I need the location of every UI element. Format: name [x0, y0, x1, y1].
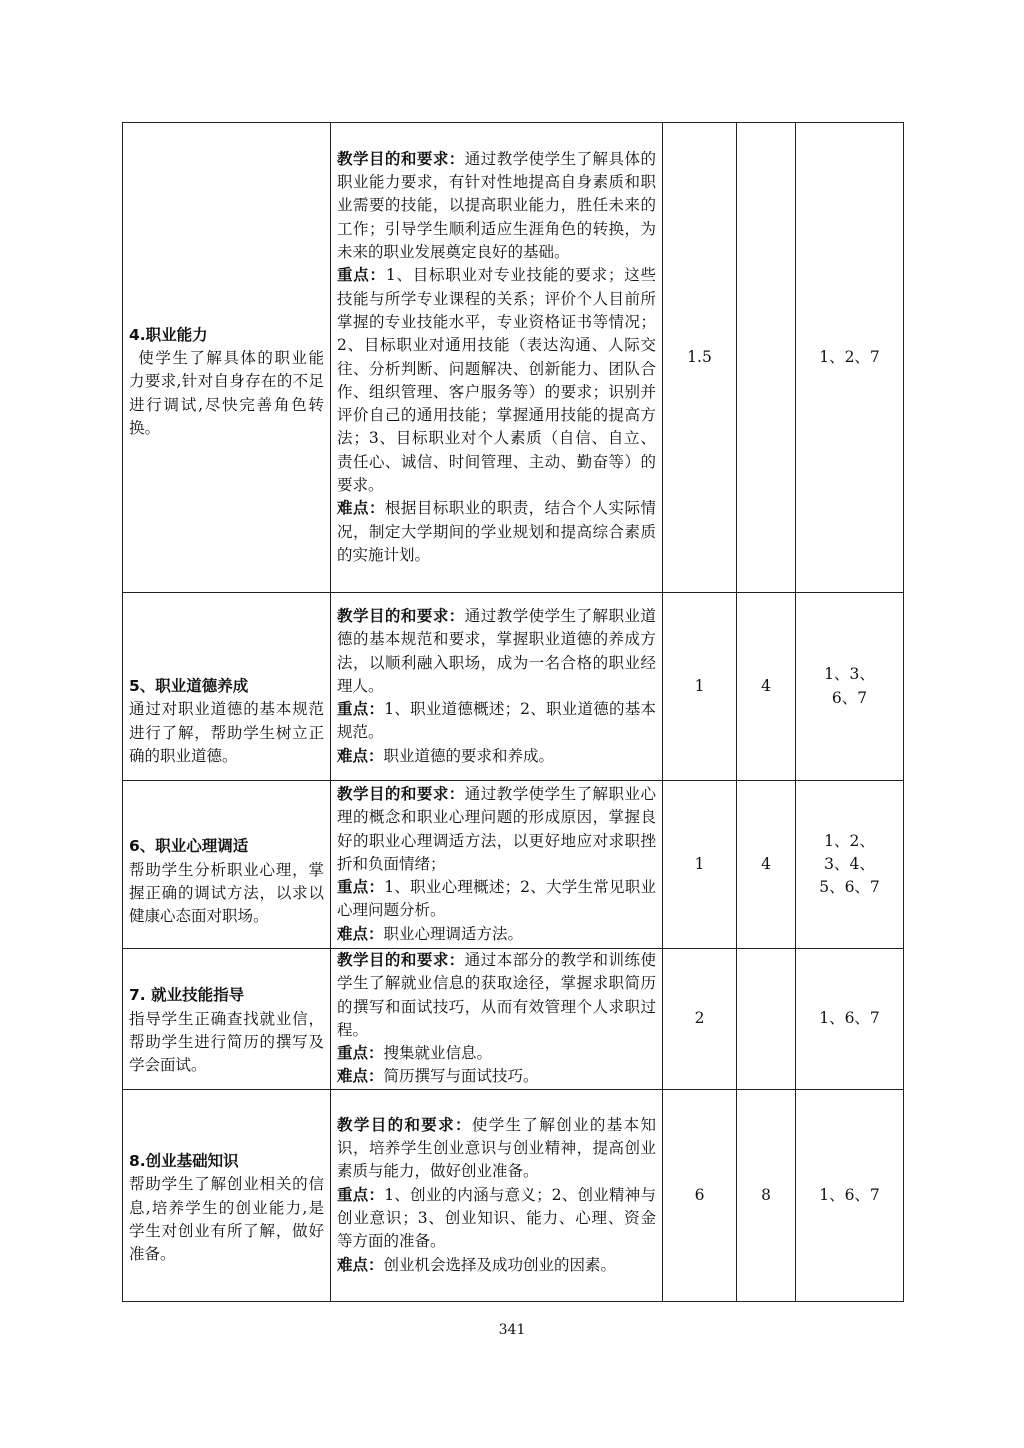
- content-cell: [331, 1089, 663, 1301]
- goals-text: 通过教学使学生了解职业心理的概念和职业心理问题的形成原因，掌握良好的职业心理调适方法，以更好地应对求职挫折和负面情绪；: [337, 784, 656, 873]
- topic-description: 通过对职业道德的基本规范进行了解，帮助学生树立正确的职业道德。: [129, 700, 324, 765]
- difficulty-text: 创业机会选择及成功创业的因素。: [383, 1255, 617, 1274]
- key-text: 搜集就业信息。: [383, 1044, 493, 1063]
- hours2-cell: 4: [737, 593, 796, 781]
- table-row: [123, 123, 904, 593]
- difficulty-label: 难点：: [337, 1255, 384, 1274]
- topic-cell: [123, 1089, 331, 1301]
- goals-label: 教学目的和要求：: [337, 951, 465, 969]
- content-cell: [331, 123, 663, 593]
- topic-description: 帮助学生了解创业相关的信息,培养学生的创业能力,是学生对创业有所了解，做好准备。: [129, 1175, 324, 1264]
- goals-paragraph: [337, 605, 656, 698]
- hours-cell: 2: [663, 949, 737, 1090]
- key-label: 重点：: [337, 1044, 384, 1063]
- difficulty-label: 难点：: [337, 499, 385, 518]
- goals-paragraph: [337, 148, 656, 264]
- topic-description: 指导学生正确查找就业信，帮助学生进行简历的撰写及学会面试。: [129, 1009, 324, 1075]
- key-label: 重点：: [337, 700, 385, 719]
- difficulty-text: 根据目标职业的职责，结合个人实际情况，制定大学期间的学业规划和提高综合素质的实施计划。: [337, 499, 656, 564]
- key-paragraph: [337, 698, 656, 745]
- difficulty-label: 难点：: [337, 1067, 384, 1086]
- goals-paragraph: [337, 949, 656, 1042]
- difficulty-text: 职业心理调适方法。: [383, 924, 524, 943]
- goals-text: 通过教学使学生了解职业道德的基本规范和要求，掌握职业道德的养成方法，以顺利融入职场，成为一名合格的职业经理人。: [337, 606, 656, 695]
- objectives-cell: 1、2、3、4、5、6、7: [796, 781, 904, 949]
- goals-text: 使学生了解创业的基本知识，培养学生创业意识与创业精神，提高创业素质与能力，做好创业准备。: [337, 1115, 656, 1181]
- table-row: [123, 593, 904, 781]
- topic-title: 5、职业道德养成: [129, 676, 249, 695]
- goals-label: 教学目的和要求：: [337, 606, 465, 625]
- hours2-cell: 8: [737, 1089, 796, 1301]
- key-label: 重点：: [337, 1185, 385, 1204]
- difficulty-paragraph: [337, 745, 656, 768]
- key-text: 1、职业道德概述；2、职业道德的基本规范。: [337, 700, 656, 742]
- table-row: [123, 781, 904, 949]
- difficulty-text: 简历撰写与面试技巧。: [383, 1067, 539, 1086]
- topic-title: 4.职业能力: [129, 325, 208, 344]
- difficulty-label: 难点：: [337, 924, 384, 943]
- difficulty-paragraph: [337, 1065, 656, 1088]
- topic-cell: [123, 781, 331, 949]
- key-paragraph: [337, 1042, 656, 1065]
- goals-text: 通过教学使学生了解具体的职业能力要求，有针对性地提高自身素质和职业需要的技能，以提高职业能力，胜任未来的工作；引导学生顺利适应生涯角色的转换，为未来的职业发展奠定良好的基础。: [337, 149, 656, 262]
- hours2-cell: [737, 123, 796, 593]
- key-text: 1、创业的内涵与意义；2、创业精神与创业意识；3、创业知识、能力、心理、资金等方面的准备。: [337, 1185, 656, 1251]
- topic-cell: [123, 593, 331, 781]
- difficulty-text: 职业道德的要求和养成。: [383, 746, 555, 765]
- topic-title: 8.创业基础知识: [129, 1152, 239, 1171]
- key-label: 重点：: [337, 878, 385, 897]
- content-cell: [331, 593, 663, 781]
- objectives-cell: 1、6、7: [796, 1089, 904, 1301]
- key-text: 1、目标职业对专业技能的要求；这些技能与所学专业课程的关系；评价个人目前所掌握的专业技能水平，专业资格证书等情况；2、目标职业对通用技能（表达沟通、人际交往、分析判断、问题解决、创新能力、团队合作、组织管理、客户服务等）的要求；识别并评价自己的通用技能；掌握通用技能的提高方法；3、目标职业对个人素质（自信、自立、责任心、诚信、时间管理、主动、勤奋等）的要求。: [337, 266, 656, 494]
- key-paragraph: [337, 876, 656, 923]
- difficulty-paragraph: [337, 497, 656, 567]
- topic-title: 6、职业心理调适: [129, 837, 249, 856]
- topic-cell: [123, 949, 331, 1090]
- key-paragraph: [337, 264, 656, 497]
- goals-label: 教学目的和要求：: [337, 1115, 472, 1134]
- difficulty-paragraph: [337, 923, 656, 946]
- goals-paragraph: [337, 783, 656, 876]
- key-text: 1、职业心理概述；2、大学生常见职业心理问题分析。: [337, 878, 656, 920]
- goals-label: 教学目的和要求：: [337, 149, 465, 168]
- objectives-cell: 1、2、7: [796, 123, 904, 593]
- content-cell: [331, 781, 663, 949]
- hours2-cell: [737, 949, 796, 1090]
- goals-paragraph: [337, 1114, 656, 1184]
- hours-cell: 1: [663, 781, 737, 949]
- topic-title: 7. 就业技能指导: [129, 986, 245, 1005]
- objectives-cell: 1、6、7: [796, 949, 904, 1090]
- hours-cell: 1.5: [663, 123, 737, 593]
- hours2-cell: 4: [737, 781, 796, 949]
- hours-cell: 1: [663, 593, 737, 781]
- table-row: [123, 949, 904, 1090]
- topic-description: 帮助学生分析职业心理，掌握正确的调试方法，以求以健康心态面对职场。: [129, 860, 324, 926]
- difficulty-label: 难点：: [337, 746, 384, 765]
- topic-description: 使学生了解具体的职业能力要求,针对自身存在的不足进行调试,尽快完善角色转换。: [129, 349, 324, 437]
- table-row: [123, 1089, 904, 1301]
- objectives-cell: 1、3、6、7: [796, 593, 904, 781]
- goals-label: 教学目的和要求：: [337, 784, 465, 803]
- key-paragraph: [337, 1184, 656, 1254]
- topic-cell: [123, 123, 331, 593]
- hours-cell: 6: [663, 1089, 737, 1301]
- course-content-table: [122, 122, 904, 1302]
- goals-text: 通过本部分的教学和训练使学生了解就业信息的获取途径，掌握求职简历的撰写和面试技巧，从而有效管理个人求职过程。: [337, 951, 656, 1039]
- page-number: 341: [498, 1322, 526, 1338]
- key-label: 重点：: [337, 266, 386, 285]
- content-cell: [331, 949, 663, 1090]
- difficulty-paragraph: [337, 1254, 656, 1277]
